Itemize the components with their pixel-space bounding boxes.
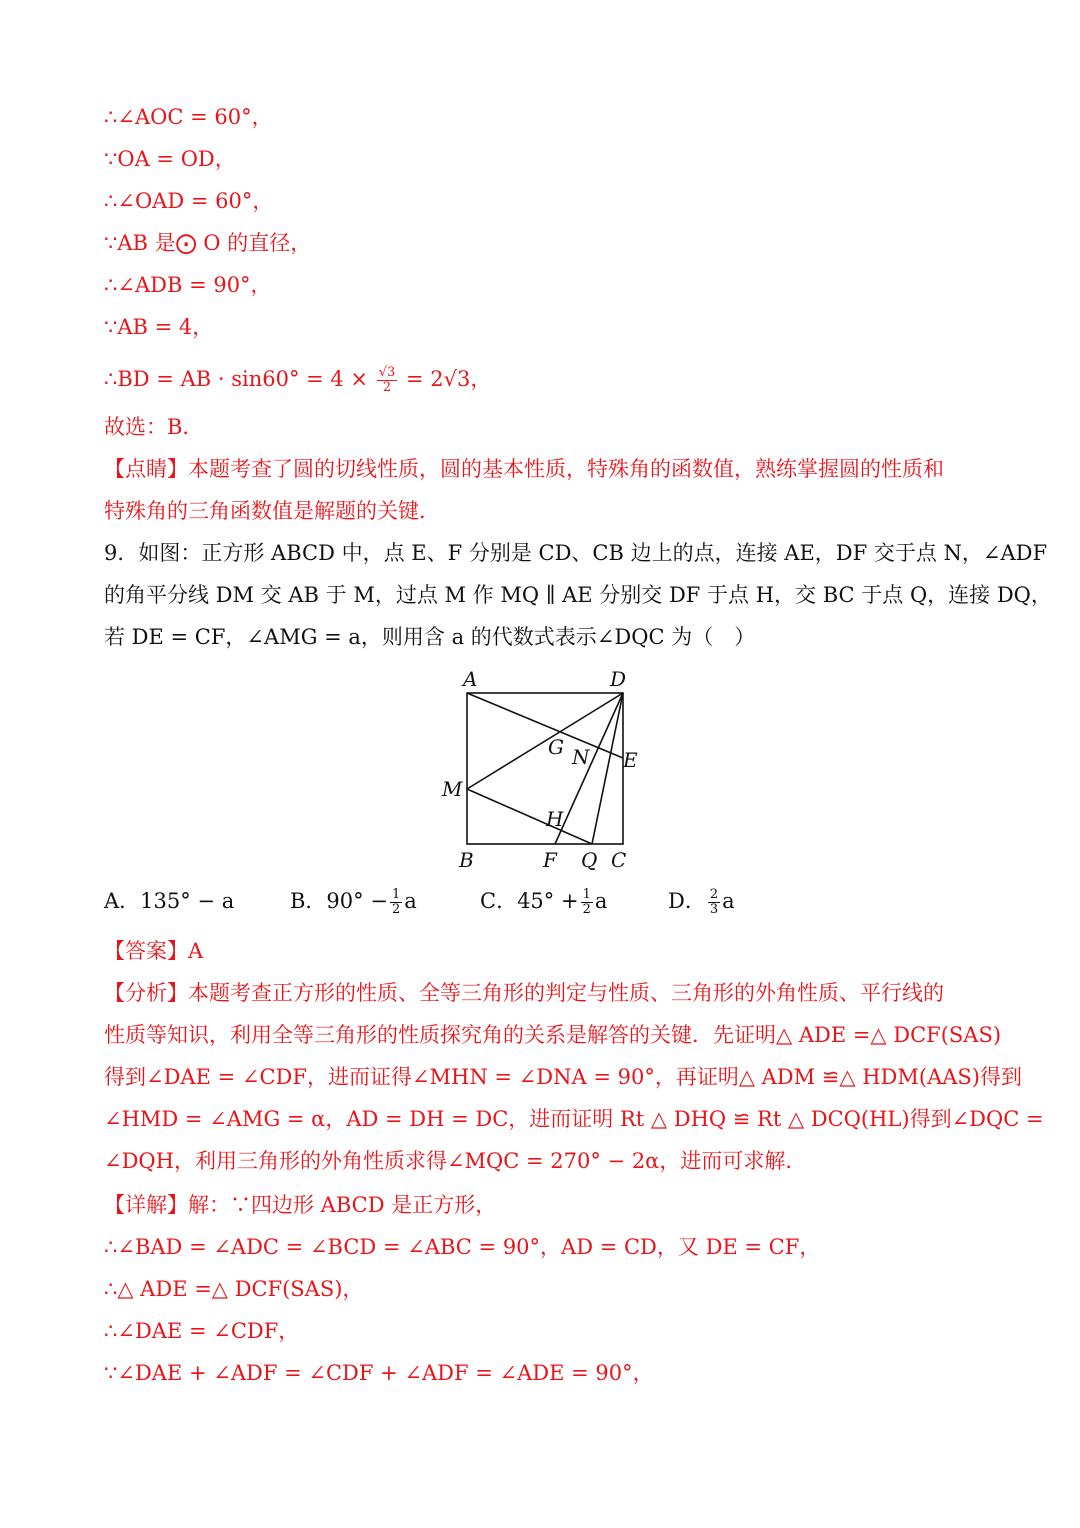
dianjing-line-1: [104, 454, 944, 484]
dianjing-text: 本题考查了圆的切线性质，圆的基本性质，特殊角的函数值，熟练掌握圆的性质和: [188, 457, 944, 481]
fraction-denominator: 2: [391, 902, 401, 917]
text-line: ∴∠ADB = 90°，: [104, 273, 272, 297]
fraction: [708, 888, 720, 917]
option-b: [290, 886, 417, 917]
fraction: [377, 366, 398, 395]
text-line: ∵OA = OD，: [104, 147, 236, 171]
label-m: M: [442, 777, 463, 801]
bd-prefix: ∴BD = AB · sin60° = 4 ×: [104, 367, 369, 391]
square-diagram: [430, 664, 650, 876]
detail-line-2: ∴∠BAD = ∠ADC = ∠BCD = ∠ABC = 90°，AD = CD，又 DE = CF，: [104, 1235, 821, 1259]
text-line: ∵AB = 4，: [104, 315, 214, 339]
option-d-prefix: D．: [668, 889, 706, 913]
option-b-prefix: B．90° −: [290, 889, 388, 913]
analysis-line-1: [104, 978, 944, 1008]
label-g: G: [548, 735, 564, 759]
fraction-denominator: 3: [709, 902, 719, 917]
bd-formula-line: [104, 364, 491, 395]
bd-suffix: = 2√3，: [405, 367, 492, 391]
analysis-text: 本题考查正方形的性质、全等三角形的判定与性质、三角形的外角性质、平行线的: [188, 981, 944, 1005]
geometry-figure: [430, 664, 650, 876]
text-line: ∴∠OAD = 60°，: [104, 189, 274, 213]
line-mq: [467, 789, 592, 844]
dianjing-tag: 【点睛】: [104, 457, 188, 481]
answer-tag: 【答案】: [104, 939, 188, 963]
text-line: ∴∠AOC = 60°，: [104, 105, 273, 129]
label-f: F: [543, 848, 557, 872]
fraction-numerator: 2: [709, 887, 719, 902]
label-b: B: [459, 848, 474, 872]
analysis-tag: 【分析】: [104, 981, 188, 1005]
line-ae: [467, 693, 623, 758]
dianjing-line-2: 特殊角的三角函数值是解题的关键．: [104, 499, 440, 523]
option-c: [480, 886, 607, 917]
label-h: H: [546, 807, 564, 831]
option-d-suffix: a: [722, 889, 735, 913]
option-b-suffix: a: [404, 889, 417, 913]
analysis-line-4: ∠HMD = ∠AMG = α，AD = DH = DC，进而证明 Rt △ DHQ ≌ Rt △ DCQ(HL)得到∠DQC =: [104, 1107, 1044, 1131]
label-a: A: [463, 667, 478, 691]
option-a: A．135° − a: [104, 889, 235, 913]
fraction-numerator: √3: [378, 365, 396, 380]
fraction-denominator: 2: [382, 380, 392, 395]
detail-tag: 【详解】: [104, 1193, 188, 1217]
label-c: C: [611, 848, 627, 872]
fraction-numerator: 1: [391, 887, 401, 902]
line-dm: [467, 693, 623, 789]
detail-line-5: ∵∠DAE + ∠ADF = ∠CDF + ∠ADF = ∠ADE = 90°，: [104, 1361, 654, 1385]
text-line: ∵AB 是⨀ O 的直径，: [104, 231, 312, 255]
analysis-line-2: 性质等知识，利用全等三角形的性质探究角的关系是解答的关键．先证明△ ADE =△ DCF(SAS): [104, 1023, 1002, 1047]
analysis-line-5: ∠DQH，利用三角形的外角性质求得∠MQC = 270° − 2α，进而可求解．: [104, 1149, 807, 1173]
detail-line-3: ∴△ ADE =△ DCF(SAS)，: [104, 1277, 364, 1301]
label-d: D: [610, 667, 627, 691]
detail-line-4: ∴∠DAE = ∠CDF，: [104, 1319, 300, 1343]
choose-line: 故选：B．: [104, 415, 204, 439]
fraction-numerator: 1: [582, 887, 591, 902]
answer-line: [104, 936, 203, 966]
fraction: [390, 888, 402, 917]
fraction: [581, 888, 593, 917]
answer-value: A: [188, 939, 204, 963]
detail-line-1: [104, 1190, 496, 1220]
question-line-3: 若 DE = CF，∠AMG = a，则用含 a 的代数式表示∠DQC 为（ ）: [104, 625, 756, 649]
option-d: [668, 886, 735, 917]
question-line-1: 9．如图：正方形 ABCD 中，点 E、F 分别是 CD、CB 边上的点，连接 AE，DF 交于点 N，∠ADF: [104, 541, 1048, 565]
label-q: Q: [581, 848, 598, 872]
fraction-denominator: 2: [582, 902, 591, 917]
detail-text: 解：∵四边形 ABCD 是正方形，: [188, 1193, 497, 1217]
label-n: N: [572, 745, 590, 769]
label-e: E: [623, 748, 638, 772]
line-dq: [592, 693, 623, 844]
analysis-line-3: 得到∠DAE = ∠CDF，进而证得∠MHN = ∠DNA = 90°，再证明△ ADM ≌△ HDM(AAS)得到: [104, 1065, 1023, 1089]
option-c-prefix: C．45° +: [480, 889, 579, 913]
option-c-suffix: a: [594, 889, 608, 913]
question-line-2: 的角平分线 DM 交 AB 于 M，过点 M 作 MQ ∥ AE 分别交 DF 于点 H，交 BC 于点 Q，连接 DQ，: [104, 583, 1052, 607]
square-abcd: [467, 693, 623, 844]
